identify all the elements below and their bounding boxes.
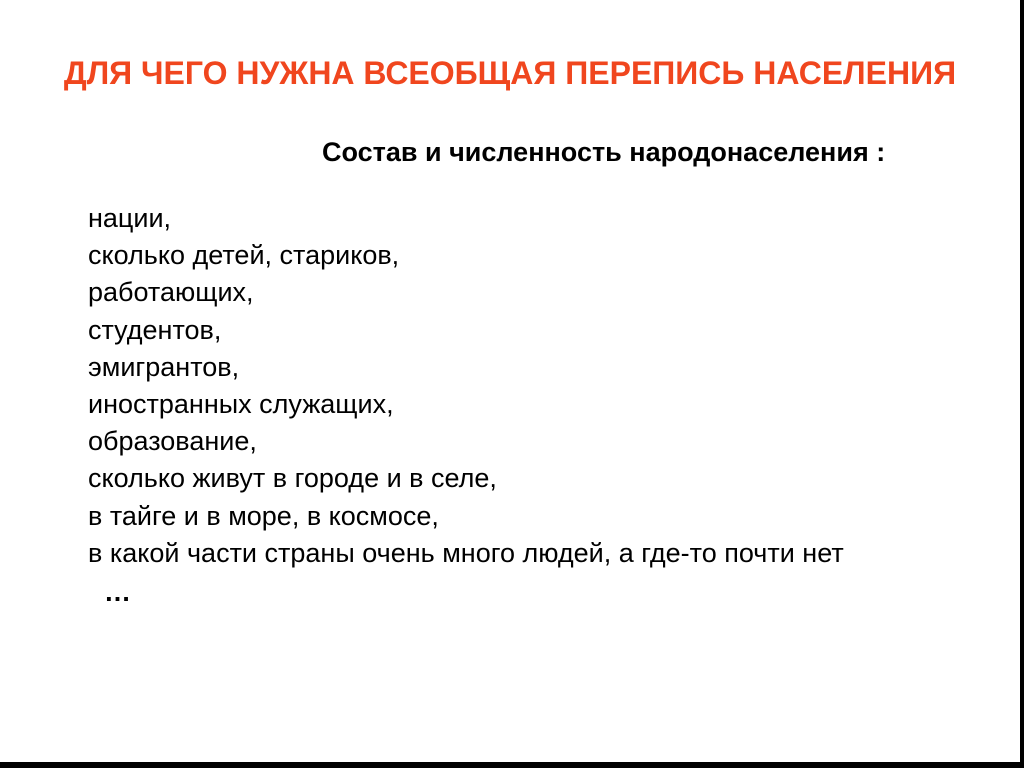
- list-item: иностранных служащих,: [88, 389, 394, 420]
- slide-title: ДЛЯ ЧЕГО НУЖНА ВСЕОБЩАЯ ПЕРЕПИСЬ НАСЕЛЕНИЯ: [63, 55, 957, 91]
- list-item: студентов,: [88, 314, 222, 345]
- slide-subtitle: Состав и численность народонаселения :: [322, 137, 886, 167]
- list-item: в какой части страны очень много людей, а где-то почти нет: [88, 537, 844, 568]
- list-item: в тайге и в море, в космосе,: [88, 500, 439, 531]
- bullet-list: [88, 200, 844, 572]
- list-item: нации,: [88, 203, 172, 233]
- list-item: сколько живут в городе и в селе,: [88, 463, 497, 494]
- ellipsis: …: [104, 577, 131, 607]
- list-item: образование,: [88, 426, 257, 457]
- list-item: работающих,: [88, 277, 254, 308]
- list-item: сколько детей, стариков,: [88, 240, 400, 271]
- list-item: эмигрантов,: [88, 351, 240, 382]
